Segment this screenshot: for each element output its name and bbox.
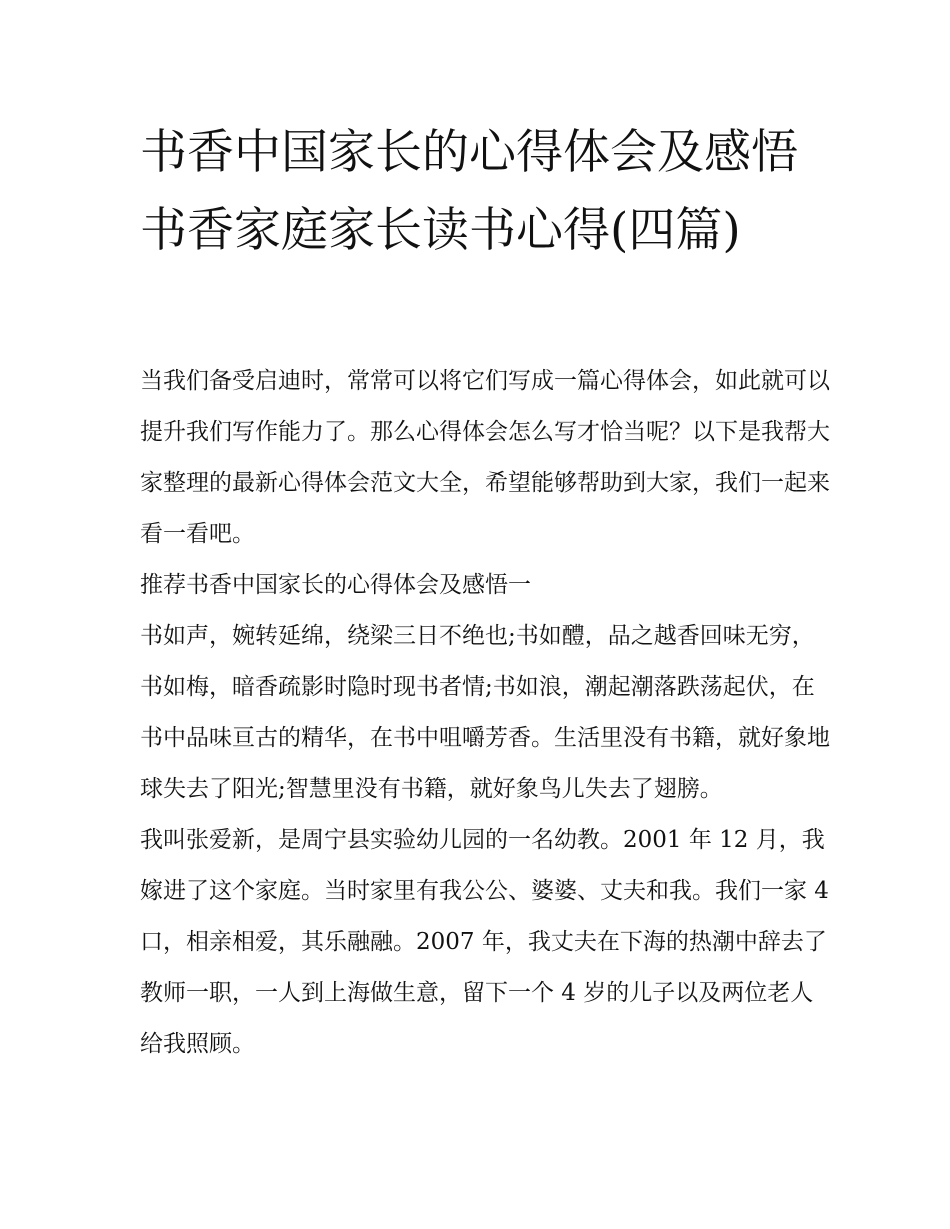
document-body: [140, 356, 830, 1070]
body-paragraph: 我叫张爱新，是周宁县实验幼儿园的一名幼教。2001 年 12 月，我嫁进了这个家庭。当时家里有我公公、婆婆、丈夫和我。我们一家 4 口，相亲相爱，其乐融融。2007 年，我丈夫在下海的热潮中辞去了教师一职，一人到上海做生意，留下一个 4 岁的儿子以及两位老人给我照顾。: [140, 827, 829, 1057]
intro-paragraph: 当我们备受启迪时，常常可以将它们写成一篇心得体会，如此就可以提升我们写作能力了。那么心得体会怎么写才恰当呢？以下是我帮大家整理的最新心得体会范文大全，希望能够帮助到大家，我们一起来看一看吧。: [140, 368, 830, 547]
section-heading: 推荐书香中国家长的心得体会及感悟一: [140, 572, 531, 598]
document-title: 书香中国家长的心得体会及感悟 书香家庭家长读书心得(四篇): [140, 125, 798, 258]
body-paragraph: 书如声，婉转延绵，绕梁三日不绝也;书如醴，品之越香回味无穷，书如梅，暗香疏影时隐时现书者情;书如浪，潮起潮落跌荡起伏，在书中品味亘古的精华，在书中咀嚼芳香。生活里没有书籍，就好象地球失去了阳光;智慧里没有书籍，就好象鸟儿失去了翅膀。: [140, 623, 830, 802]
